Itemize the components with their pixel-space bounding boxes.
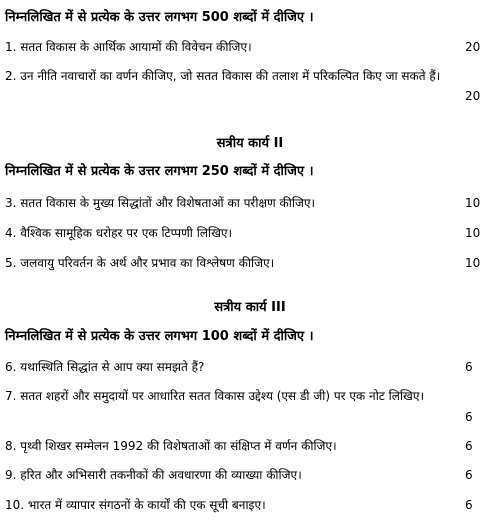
question-3: 3. सतत विकास के मुख्य सिद्धांतों और विशेषताओं का परीक्षण कीजिए। <box>5 196 316 210</box>
question-6-marks: 6 <box>465 360 473 374</box>
question-5: 5. जलवायु परिवर्तन के अर्थ और प्रभाव का विश्लेषण कीजिए। <box>5 256 275 270</box>
question-5-marks: 10 <box>465 256 481 270</box>
question-9: 9. हरित और अभिसारी तकनीकों की अवधारणा की व्याख्या कीजिए। <box>5 468 302 482</box>
section1-instruction: निम्नलिखित में से प्रत्येक के उत्तर लगभग 500 शब्दों में दीजिए । <box>5 10 314 25</box>
section3-heading: सत्रीय कार्य III <box>214 300 286 315</box>
question-10-marks: 6 <box>465 498 473 512</box>
question-2-marks: 20 <box>465 89 481 103</box>
question-7-marks: 6 <box>465 410 473 424</box>
question-4-marks: 10 <box>465 226 481 240</box>
section3-instruction: निम्नलिखित में से प्रत्येक के उत्तर लगभग 100 शब्दों में दीजिए । <box>5 329 314 344</box>
section2-heading: सत्रीय कार्य II <box>216 136 284 151</box>
question-4: 4. वैश्विक सामूहिक धरोहर पर एक टिप्पणी लिखिए। <box>5 226 233 240</box>
question-3-marks: 10 <box>465 196 481 210</box>
question-9-marks: 6 <box>465 468 473 482</box>
question-10: 10. भारत में व्यापार संगठनों के कार्यों की एक सूची बनाइए। <box>5 498 266 512</box>
section2-instruction: निम्नलिखित में से प्रत्येक के उत्तर लगभग 250 शब्दों में दीजिए । <box>5 164 314 179</box>
question-8: 8. पृथ्वी शिखर सम्मेलन 1992 की विशेषताओं का संक्षिप्त में वर्णन कीजिए। <box>5 439 337 453</box>
question-1-marks: 20 <box>465 40 481 54</box>
question-7: 7. सतत शहरों और समुदायों पर आधारित सतत विकास उद्देश्य (एस डी जी) पर एक नोट लिखिए। <box>5 389 425 403</box>
question-8-marks: 6 <box>465 439 473 453</box>
question-6: 6. यथास्थिति सिद्धांत से आप क्या समझते हैं? <box>5 360 205 374</box>
question-2: 2. उन नीति नवाचारों का वर्णन कीजिए, जो सतत विकास की तलाश में परिकल्पित किए जा सकते हैं। <box>5 69 441 83</box>
question-1: 1. सतत विकास के आर्थिक आयामों की विवेचन कीजिए। <box>5 40 252 54</box>
